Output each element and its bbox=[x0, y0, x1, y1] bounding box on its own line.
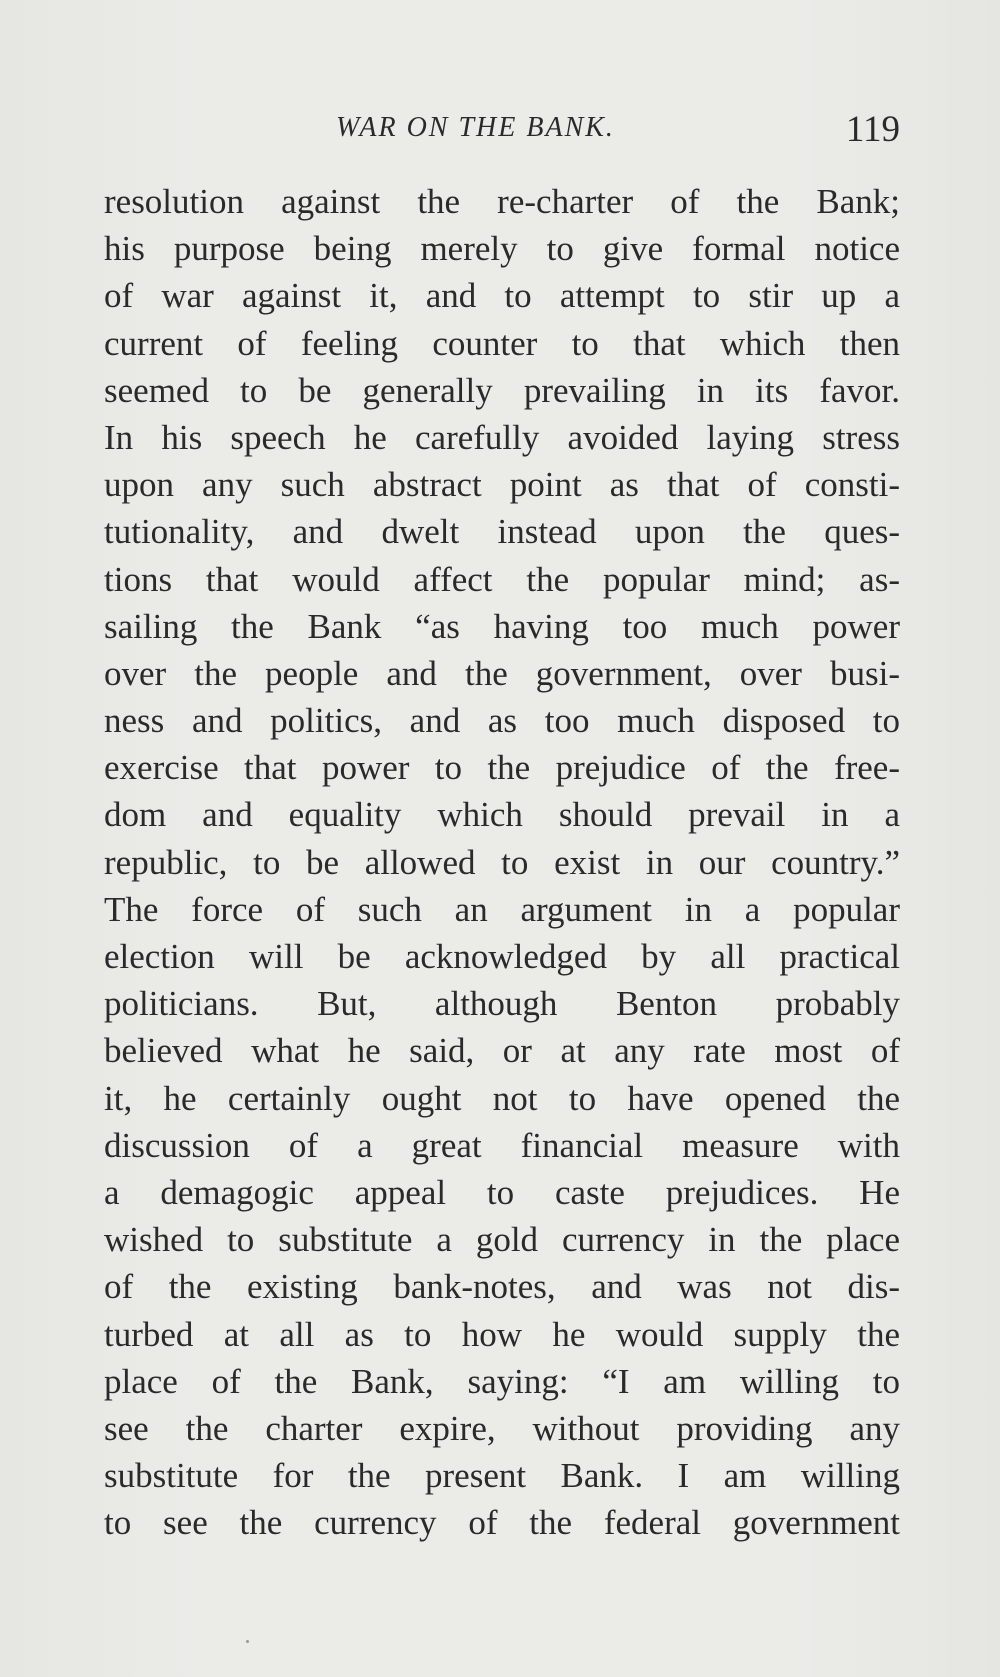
text-line: current of feeling counter to that which then bbox=[104, 323, 900, 363]
text-line: believed what he said, or at any rate most of bbox=[104, 1031, 900, 1071]
text-line: ness and politics, and as too much disposed to bbox=[104, 701, 900, 741]
text-line: politicians. But, although Benton probably bbox=[104, 984, 900, 1024]
paper-speck bbox=[246, 1640, 249, 1643]
text-line: turbed at all as to how he would supply the bbox=[104, 1314, 900, 1354]
text-line: substitute for the present Bank. I am willing bbox=[104, 1456, 900, 1496]
text-line: it, he certainly ought not to have opened the bbox=[104, 1078, 900, 1118]
text-line: discussion of a great financial measure with bbox=[104, 1125, 900, 1165]
text-line: tutionality, and dwelt instead upon the ques- bbox=[104, 512, 900, 552]
text-line: wished to substitute a gold currency in the place bbox=[104, 1220, 900, 1260]
body-text bbox=[104, 178, 900, 1546]
text-line: to see the currency of the federal government bbox=[104, 1503, 900, 1543]
text-line: The force of such an argument in a popular bbox=[104, 889, 900, 929]
page-number: 119 bbox=[845, 109, 900, 150]
text-line: exercise that power to the prejudice of the free- bbox=[104, 748, 900, 788]
text-line: his purpose being merely to give formal notice bbox=[104, 229, 900, 269]
text-line: tions that would affect the popular mind; as- bbox=[104, 559, 900, 599]
running-head bbox=[104, 108, 900, 152]
text-line: over the people and the government, over busi- bbox=[104, 653, 900, 693]
text-line: of war against it, and to attempt to stir up a bbox=[104, 276, 900, 316]
text-line: place of the Bank, saying: “I am willing to bbox=[104, 1361, 900, 1401]
text-line: In his speech he carefully avoided laying stress bbox=[104, 417, 900, 457]
text-line: sailing the Bank “as having too much power bbox=[104, 606, 900, 646]
text-line: seemed to be generally prevailing in its favor. bbox=[104, 370, 900, 410]
text-line: republic, to be allowed to exist in our country.” bbox=[104, 842, 900, 882]
text-line: upon any such abstract point as that of consti- bbox=[104, 465, 900, 505]
text-line: a demagogic appeal to caste prejudices. He bbox=[104, 1172, 900, 1212]
text-line: dom and equality which should prevail in a bbox=[104, 795, 900, 835]
running-title: WAR ON THE BANK. bbox=[336, 112, 615, 143]
text-line: see the charter expire, without providing any bbox=[104, 1408, 900, 1448]
text-line: resolution against the re-charter of the Bank; bbox=[104, 182, 900, 221]
text-line: election will be acknowledged by all practical bbox=[104, 937, 900, 976]
text-line: of the existing bank-notes, and was not dis- bbox=[104, 1267, 900, 1307]
